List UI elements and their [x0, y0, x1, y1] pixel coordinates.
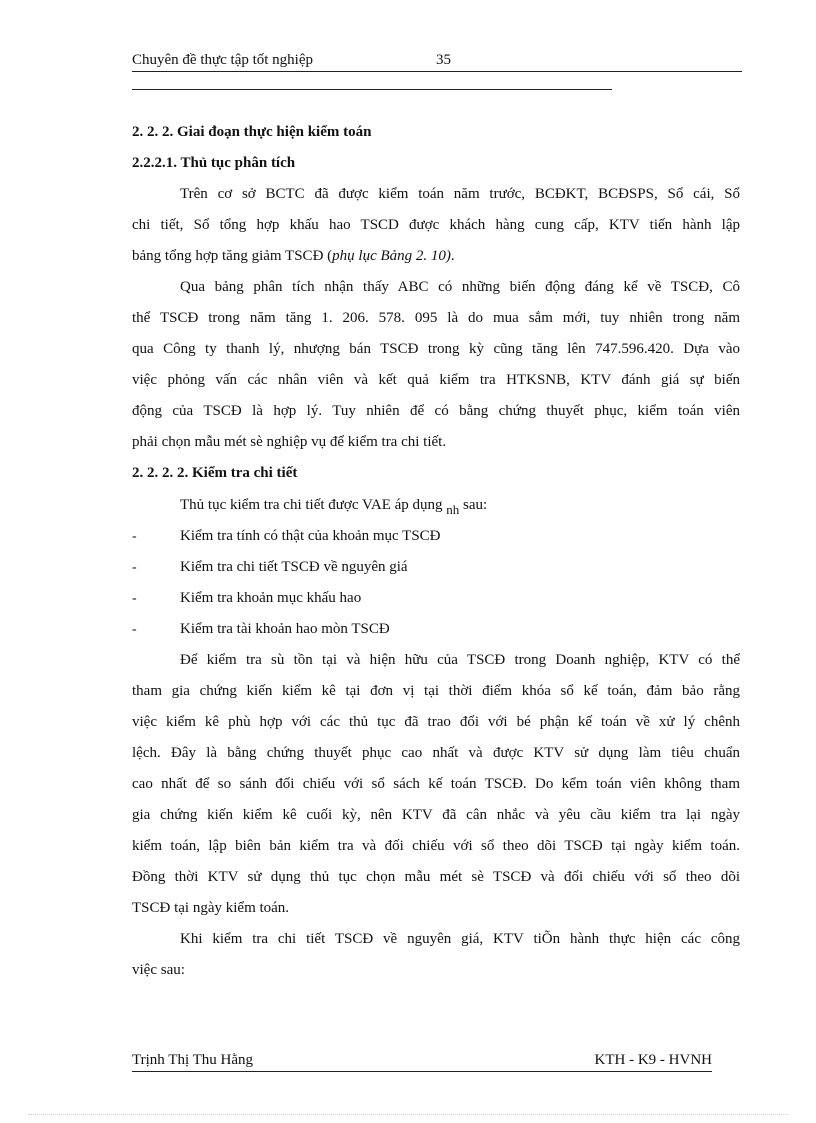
text-line: TSCĐ tại ngày kiểm toán. — [132, 900, 290, 916]
bullet-dash: - — [132, 622, 137, 637]
list-item — [132, 521, 740, 552]
header-rule-secondary — [132, 89, 612, 90]
text-line: kiểm toán, lập biên bản kiểm tra và đối chiếu với sổ theo dõi TSCĐ tại ngày kiểm toán. — [132, 838, 740, 854]
text-line: chi tiết, Sổ tổng hợp khấu hao TSCD được khách hàng cung cấp, KTV tiến hành lập — [132, 217, 740, 233]
bullet-dash: - — [132, 591, 137, 606]
text-line: Để kiểm tra sù tồn tại và hiện hữu của TSCĐ trong Doanh nghiệp, KTV có thể — [180, 652, 740, 668]
text-line: động của TSCĐ là hợp lý. Tuy nhiên để có bằng chứng thuyết phục, kiểm toán viên — [132, 403, 740, 419]
footer-rule — [132, 1071, 712, 1072]
page-number: 35 — [436, 52, 451, 68]
header-title: Chuyên đề thực tập tốt nghiệp — [132, 52, 314, 68]
list-item-text: Kiểm tra tính có thật của khoản mục TSCĐ — [180, 528, 441, 544]
bullet-dash: - — [132, 560, 137, 575]
text-line: Trên cơ sở BCTC đã được kiểm toán năm trước, BCĐKT, BCĐSPS, Sổ cái, Sổ — [180, 186, 740, 202]
paragraph-analysis-1 — [132, 179, 740, 272]
subscript-text: nh — [446, 502, 460, 517]
list-item-text: Kiểm tra tài khoản hao mòn TSCĐ — [180, 621, 390, 637]
subsection-heading-analysis: 2.2.2.1. Thủ tục phân tích — [132, 155, 296, 171]
bullet-dash: - — [132, 529, 137, 544]
appendix-reference: phụ lục Bảng 2. 10) — [332, 248, 451, 264]
procedure-intro — [132, 489, 740, 521]
text-line — [132, 241, 740, 272]
text-line: Đồng thời KTV sử dụng thủ tục chọn mẫu mét sè TSCĐ và đối chiếu với sổ theo dõi — [132, 869, 740, 885]
list-item — [132, 552, 740, 583]
text-line: việc kiểm kê phù hợp với các thủ tục đã trao đổi với bé phận kế toán về xử lý chênh — [132, 714, 740, 730]
paragraph-analysis-2 — [132, 272, 740, 458]
text-segment: . — [450, 248, 455, 264]
procedure-list — [132, 521, 740, 645]
page-header — [132, 52, 742, 72]
body-content — [132, 117, 740, 986]
list-item — [132, 614, 740, 645]
page-bottom-edge — [28, 1114, 788, 1115]
paragraph-detail-1 — [132, 645, 740, 924]
list-item-text: Kiểm tra khoản mục khấu hao — [180, 590, 362, 606]
text-segment: bảng tổng hợp tăng giảm TSCĐ ( — [132, 248, 333, 264]
header-rule — [132, 71, 742, 72]
text-line: phải chọn mẫu mét sè nghiệp vụ để kiểm tra chi tiết. — [132, 434, 447, 450]
text-line: việc phỏng vấn các nhân viên và kết quả kiểm tra HTKSNB, KTV đánh giá sự biến — [132, 372, 740, 388]
list-item — [132, 583, 740, 614]
page-footer — [132, 1052, 712, 1072]
text-line: Khi kiểm tra chi tiết TSCĐ về nguyên giá, KTV tiÕn hành thực hiện các công — [180, 931, 740, 947]
section-heading: 2. 2. 2. Giai đoạn thực hiện kiểm toán — [132, 124, 372, 140]
text-line: việc sau: — [132, 962, 185, 978]
text-segment: Thủ tục kiểm tra chi tiết được VAE áp dụng — [180, 497, 447, 513]
text-line: tham gia chứng kiến kiểm kê tại đơn vị tại thời điểm khóa sổ kế toán, đảm bảo rằng — [132, 683, 740, 699]
text-line: cao nhất để so sánh đối chiếu với sổ sách kế toán TSCĐ. Do kểm toán viên không tham — [132, 776, 740, 792]
text-line: thể TSCĐ trong năm tăng 1. 206. 578. 095 là do mua sắm mới, tuy nhiên trong năm — [132, 310, 740, 326]
text-line: Qua bảng phân tích nhận thấy ABC có những biến động đáng kể về TSCĐ, Cô — [180, 279, 740, 295]
footer-author: Trịnh Thị Thu Hằng — [132, 1052, 253, 1068]
paragraph-detail-2 — [132, 924, 740, 986]
list-item-text: Kiểm tra chi tiết TSCĐ về nguyên giá — [180, 559, 408, 575]
text-line: lệch. Đây là bằng chứng thuyết phục cao nhất và được KTV sử dụng làm tiêu chuẩn — [132, 745, 740, 761]
subsection-heading-detail: 2. 2. 2. 2. Kiểm tra chi tiết — [132, 465, 298, 481]
text-line: gia chứng kiến kiểm kê cuối kỳ, nên KTV đã cân nhắc và yêu cầu kiểm tra lại ngày — [132, 807, 740, 823]
text-line: qua Công ty thanh lý, nhượng bán TSCĐ trong kỳ cũng tăng lên 747.596.420. Dựa vào — [132, 341, 740, 357]
text-segment: sau: — [459, 497, 488, 513]
footer-class-code: KTH - K9 - HVNH — [594, 1052, 712, 1068]
